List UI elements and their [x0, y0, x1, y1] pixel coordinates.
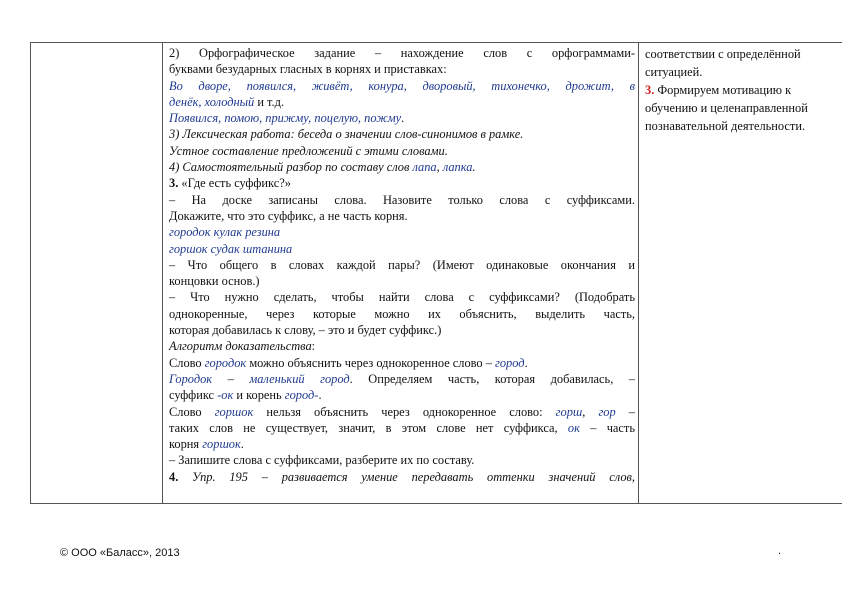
text-part: – [212, 371, 250, 386]
example-word: горшок [202, 437, 241, 452]
content-line: концовки основ.) [169, 274, 260, 289]
example-word: лапа [412, 160, 437, 175]
example-word: лапка [442, 160, 473, 175]
example-words: городок кулак резина [169, 225, 281, 240]
text-part: Слово [169, 404, 215, 419]
content-line [169, 436, 635, 452]
example-words [169, 94, 635, 110]
text-part: и т.д. [254, 94, 285, 109]
example-word: горшок [214, 404, 254, 419]
text-part: . [318, 388, 322, 403]
example-words: горшок судак штанина [169, 241, 293, 256]
section-title: Упр. 195 – развивается умение передавать оттенки значений слов, [178, 469, 635, 484]
content-line: – Запишите слова с суффиксами, разберите их по составу. [169, 453, 475, 468]
content-line [169, 338, 635, 354]
content-line: 2) Орфографическое задание – нахождение слов с орфограммами- [169, 46, 635, 60]
example-word: городок [204, 355, 247, 370]
section-heading [169, 469, 635, 485]
text-part: 4) Самостоятельный разбор по составу слов [169, 160, 413, 175]
text-part: корня [169, 437, 203, 452]
example-word: гор [598, 404, 616, 419]
section-number: 4. [169, 469, 179, 484]
content-line [169, 355, 635, 371]
content-line [169, 404, 635, 420]
content-line: однокоренные, через которые можно их объяснить, выделить часть, [169, 306, 635, 321]
example-word: город- [284, 388, 319, 403]
table-column-goals [639, 43, 842, 503]
example-word: город [495, 355, 525, 370]
text-part: – [615, 404, 635, 419]
content-line: которая добавилась к слову, – это и будет суффикс.) [169, 323, 442, 338]
example-words: Во дворе, появился, живёт, конура, дворовый, тихонечко, дрожит, в [169, 78, 635, 93]
footer-copyright: © ООО «Баласс», 2013 [60, 547, 180, 559]
text-part: , [436, 160, 443, 175]
text-part: . [472, 160, 476, 175]
content-line: Докажите, что это суффикс, а не часть корня. [169, 208, 408, 223]
example-word: маленький город [249, 371, 350, 386]
section-heading [169, 175, 635, 191]
content-line [169, 420, 635, 436]
table-column-left [31, 43, 163, 503]
example-word: ок [567, 420, 580, 435]
text-part: Слово [169, 355, 205, 370]
goal-line: соответствии с определённой [645, 47, 801, 61]
example-words [169, 110, 635, 126]
text-part: – часть [579, 420, 635, 435]
content-line: – Что общего в словах каждой пары? (Имеют одинаковые окончания и [169, 257, 635, 272]
goal-line [645, 81, 839, 99]
text-part: , [582, 404, 599, 419]
example-word: горш [555, 404, 583, 419]
text-part: таких слов не существует, значит, в этом слове нет суффикса, [169, 420, 568, 435]
goal-line: обучению и целенаправленной [645, 101, 808, 115]
goal-line: познавательной деятельности. [645, 119, 806, 133]
text-part: Алгоритм доказательства [169, 339, 312, 354]
text-part: нельзя объяснить через однокоренное слово: [253, 404, 556, 419]
goal-text: Формируем мотивацию к [654, 83, 792, 97]
content-line: – Что нужно сделать, чтобы найти слова с суффиксами? (Подобрать [169, 290, 635, 305]
table-column-content [163, 43, 639, 503]
content-line [169, 371, 635, 387]
text-part: и корень [233, 388, 285, 403]
content-line [169, 387, 635, 403]
section-number: 3. [169, 176, 179, 191]
text-part: . [240, 437, 244, 452]
text-part: суффикс [169, 388, 218, 403]
content-line: Устное составление предложений с этими словами. [169, 143, 448, 158]
example-words-part: денёк, холодный [169, 94, 255, 109]
example-words-part: Появился, помою, прижму, поцелую, пожму [169, 111, 402, 126]
content-line: – На доске записаны слова. Назовите только слова с суффиксами. [169, 192, 635, 207]
text-part: : [311, 339, 316, 354]
content-line: 3) Лексическая работа: беседа о значении слов-синонимов в рамке. [169, 127, 524, 142]
example-word: Городок [169, 371, 213, 386]
text-part: можно объяснить через однокоренное слово – [246, 355, 496, 370]
goal-line: ситуацией. [645, 65, 703, 79]
text-part: . [524, 355, 528, 370]
footer-dot: . [778, 545, 782, 557]
section-title: «Где есть суффикс?» [178, 176, 291, 191]
goal-number: 3. [645, 83, 655, 97]
content-line [169, 159, 635, 175]
text-part: . Определяем часть, которая добавилась, – [349, 371, 635, 386]
example-word: -ок [217, 388, 234, 403]
lesson-table [30, 42, 842, 504]
text-part: . [401, 111, 405, 126]
content-line: буквами безударных гласных в корнях и приставках: [169, 62, 447, 77]
